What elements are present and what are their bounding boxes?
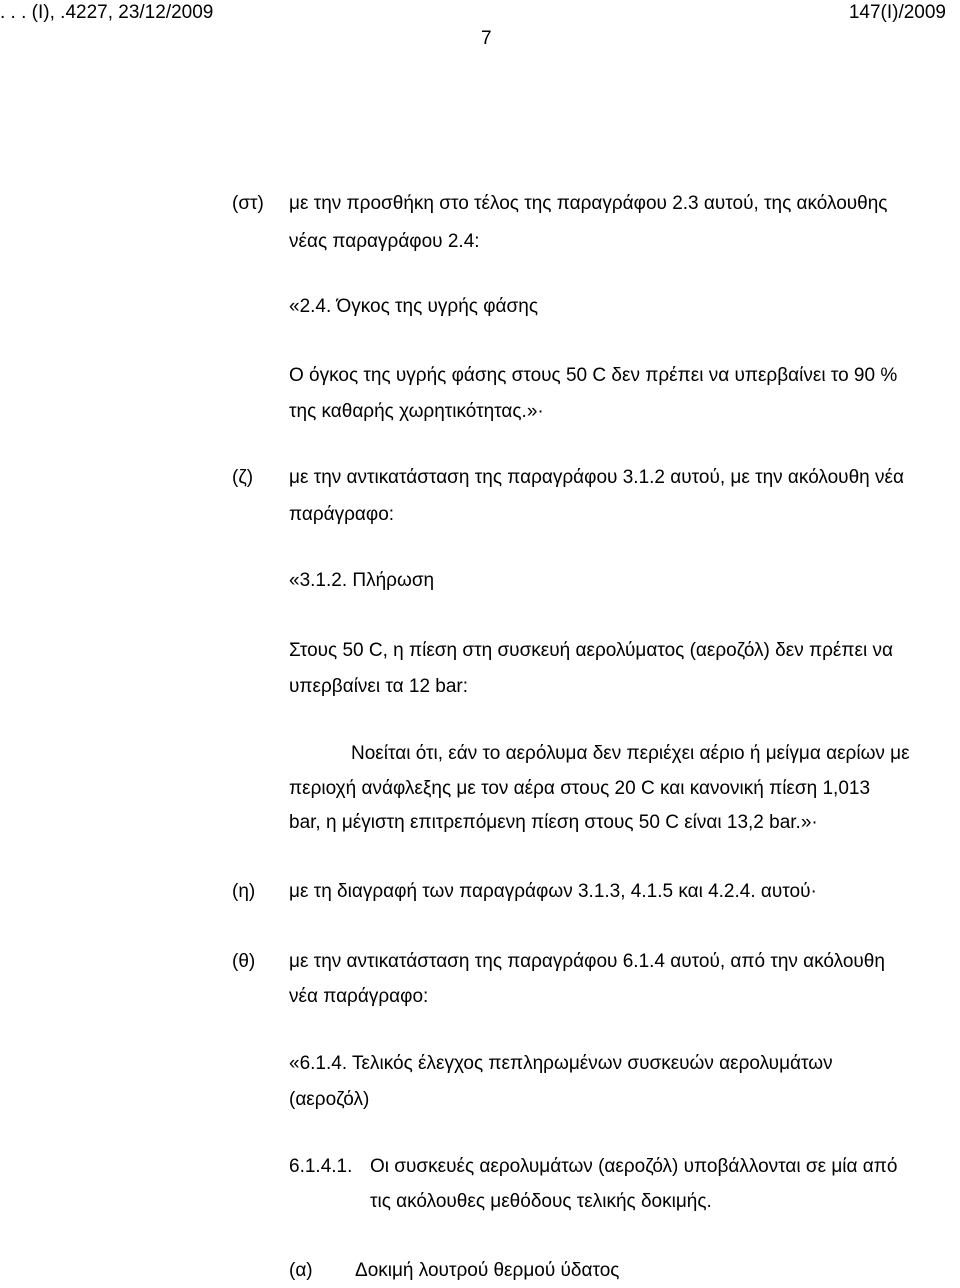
subparagraph-line-2: τις ακόλουθες μεθόδους τελικής δοκιμής.: [370, 1191, 712, 1212]
item-label-eta: (η): [232, 881, 256, 902]
item-alpha-text: Δοκιμή λουτρού θερμού ύδατος: [355, 1260, 620, 1281]
proviso-line-3: bar, η μέγιστη επιτρεπόμενη πίεση στους 50 C είναι 13,2 bar.»·: [289, 812, 818, 833]
item-eta-line-1: με τη διαγραφή των παραγράφων 3.1.3, 4.1.5 και 4.2.4. αυτού·: [289, 881, 817, 902]
paragraph-3-1-2-line-2: υπερβαίνει τα 12 bar:: [289, 676, 469, 697]
item-st-line-1: με την προσθήκη στο τέλος της παραγράφου 2.3 αυτού, της ακόλουθης: [289, 193, 888, 214]
item-label-z: (ζ): [232, 467, 254, 488]
item-theta-line-1: με την αντικατάσταση της παραγράφου 6.1.4 αυτού, από την ακόλουθη: [289, 951, 885, 972]
paragraph-3-1-2-line-1: Στους 50 C, η πίεση στη συσκευή αερολύματος (αεροζόλ) δεν πρέπει να: [289, 640, 893, 661]
page-number: 7: [481, 28, 492, 49]
proviso-line-2: περιοχή ανάφλεξης με τον αέρα στους 20 C και κανονική πίεση 1,013: [289, 778, 871, 799]
item-z-line-2: παράγραφο:: [289, 504, 395, 525]
item-label-theta: (θ): [232, 951, 256, 972]
item-label-alpha: (α): [289, 1260, 313, 1281]
paragraph-2-4-line-1: Ο όγκος της υγρής φάσης στους 50 C δεν πρέπει να υπερβαίνει το 90 %: [289, 365, 898, 386]
header-reference: . . . (Ι), .4227, 23/12/2009: [0, 2, 214, 23]
item-label-st: (στ): [232, 193, 264, 214]
paragraph-6-1-4-heading: «6.1.4. Τελικός έλεγχος πεπληρωμένων συσκευών αερολυμάτων: [289, 1053, 833, 1074]
item-z-line-1: με την αντικατάσταση της παραγράφου 3.1.2 αυτού, με την ακόλουθη νέα: [289, 467, 904, 488]
paragraph-3-1-2-heading: «3.1.2. Πλήρωση: [289, 570, 435, 591]
paragraph-2-4-line-2: της καθαρής χωρητικότητας.»·: [289, 401, 544, 422]
subparagraph-line-1: Οι συσκευές αερολυμάτων (αεροζόλ) υποβάλλονται σε μία από: [370, 1156, 898, 1177]
law-number: 147(Ι)/2009: [848, 2, 946, 23]
item-theta-line-2: νέα παράγραφο:: [289, 986, 429, 1007]
paragraph-6-1-4-heading-cont: (αεροζόλ): [289, 1089, 370, 1110]
paragraph-2-4-heading: «2.4. Όγκος της υγρής φάσης: [289, 296, 538, 317]
item-st-line-2: νέας παραγράφου 2.4:: [289, 231, 480, 252]
proviso-line-1: Νοείται ότι, εάν το αερόλυμα δεν περιέχει αέριο ή μείγμα αερίων με: [351, 743, 910, 764]
subparagraph-number: 6.1.4.1.: [289, 1156, 353, 1177]
